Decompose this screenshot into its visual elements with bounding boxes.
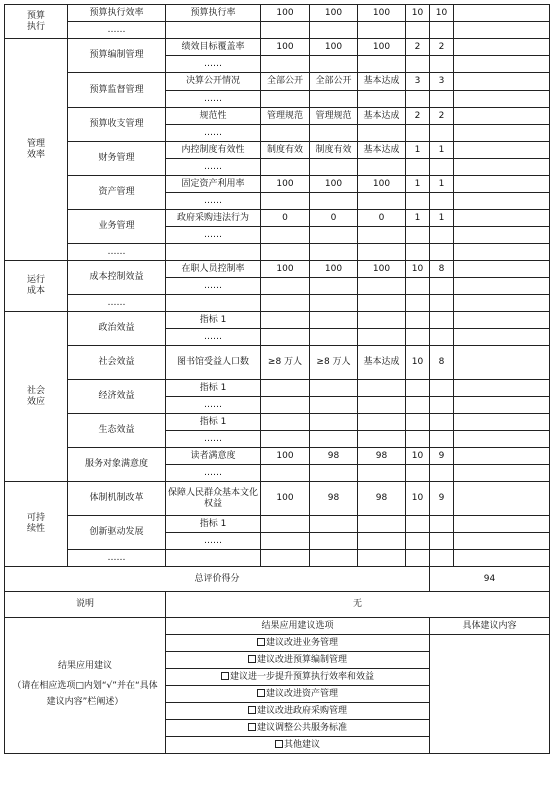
blank-cell [454,91,550,108]
blank-cell [454,295,550,312]
completion-value: 98 [358,448,406,465]
actual-value: 管理规范 [310,108,358,125]
weight-value: 10 [406,5,430,22]
score-value [430,516,454,533]
sub-indicator: 政治效益 [68,312,166,346]
table-row [5,5,550,22]
indicator: 在职人员控制率 [166,261,261,278]
advice-content-cell[interactable] [430,635,550,754]
blank-cell [454,39,550,56]
table-row [5,482,550,516]
completion-value: 100 [358,176,406,193]
sub-indicator: 服务对象满意度 [68,448,166,482]
actual-value: 制度有效 [310,142,358,159]
sub-indicator: 体制机制改革 [68,482,166,516]
sub-indicator: …… [68,244,166,261]
completion-value [358,159,406,176]
completion-value [358,380,406,397]
target-value: 制度有效 [261,142,310,159]
target-value: 100 [261,448,310,465]
completion-value [358,516,406,533]
completion-value [358,312,406,329]
completion-value: 基本达成 [358,346,406,380]
actual-value [310,22,358,39]
score-value: 1 [430,176,454,193]
actual-value [310,227,358,244]
blank-cell [454,312,550,329]
target-value [261,414,310,431]
blank-cell [454,261,550,278]
target-value [261,397,310,414]
actual-value [310,329,358,346]
table-row [5,516,550,533]
actual-value [310,414,358,431]
actual-value [310,533,358,550]
completion-value [358,329,406,346]
table-row [5,380,550,397]
apply-option-label: 建议改进预算编制管理 [256,654,347,665]
target-value [261,431,310,448]
completion-value: 基本达成 [358,142,406,159]
blank-cell [454,533,550,550]
indicator: 决算公开情况 [166,73,261,91]
indicator: …… [166,397,261,414]
completion-value: 100 [358,39,406,56]
score-value [430,465,454,482]
actual-value: ≥8 万人 [310,346,358,380]
completion-value: 0 [358,210,406,227]
completion-value [358,465,406,482]
completion-value [358,22,406,39]
weight-value [406,380,430,397]
blank-cell [454,329,550,346]
target-value [261,312,310,329]
target-value [261,329,310,346]
score-value [430,227,454,244]
table-row [5,22,550,39]
actual-value [310,431,358,448]
indicator: 规范性 [166,108,261,125]
sub-indicator: 财务管理 [68,142,166,176]
table-row [5,312,550,329]
target-value [261,159,310,176]
blank-cell [454,159,550,176]
apply-option[interactable] [166,720,430,737]
score-value [430,550,454,567]
completion-value [358,91,406,108]
table-row [5,176,550,193]
indicator [166,550,261,567]
sub-indicator: 预算编制管理 [68,39,166,73]
weight-value [406,550,430,567]
note-row [5,592,550,618]
target-value [261,465,310,482]
weight-value [406,465,430,482]
apply-option-label: 其他建议 [283,739,320,750]
actual-value [310,56,358,73]
target-value [261,91,310,108]
weight-value [406,397,430,414]
weight-value [406,244,430,261]
actual-value: 98 [310,482,358,516]
score-value: 3 [430,73,454,91]
blank-cell [454,142,550,159]
blank-cell [454,550,550,567]
target-value: 全部公开 [261,73,310,91]
sub-indicator: 经济效益 [68,380,166,414]
apply-label-main: 结果应用建议 [57,661,112,671]
indicator: …… [166,533,261,550]
sub-indicator: …… [68,22,166,39]
score-value: 1 [430,210,454,227]
score-value: 9 [430,482,454,516]
score-value [430,397,454,414]
section-name: 社会效应 [5,312,68,482]
actual-value: 100 [310,176,358,193]
indicator [166,244,261,261]
weight-value: 10 [406,346,430,380]
sub-indicator: 预算收支管理 [68,108,166,142]
weight-value: 1 [406,142,430,159]
target-value: 100 [261,261,310,278]
completion-value [358,125,406,142]
apply-option[interactable] [166,737,430,754]
indicator: …… [166,193,261,210]
sub-indicator: …… [68,295,166,312]
target-value: ≥8 万人 [261,346,310,380]
completion-value [358,431,406,448]
apply-label [5,618,166,754]
sub-indicator: 业务管理 [68,210,166,244]
indicator [166,295,261,312]
blank-cell [454,380,550,397]
checkbox[interactable] [248,706,256,714]
indicator: …… [166,159,261,176]
indicator: 保障人民群众基本文化权益 [166,482,261,516]
weight-value [406,56,430,73]
apply-label-hint: （请在相应选项□内划“√”并在“具体建议内容”栏阐述） [12,681,158,707]
weight-value [406,159,430,176]
weight-value [406,414,430,431]
indicator: …… [166,431,261,448]
target-value [261,244,310,261]
target-value: 0 [261,210,310,227]
weight-value: 2 [406,39,430,56]
score-value [430,295,454,312]
actual-value [310,278,358,295]
blank-cell [454,22,550,39]
target-value [261,516,310,533]
indicator: 固定资产利用率 [166,176,261,193]
checkbox[interactable] [248,655,256,663]
indicator: 指标 1 [166,380,261,397]
blank-cell [454,482,550,516]
actual-value [310,380,358,397]
actual-value [310,550,358,567]
target-value: 100 [261,39,310,56]
blank-cell [454,56,550,73]
score-value [430,278,454,295]
sub-indicator: 预算执行效率 [68,5,166,22]
actual-value: 0 [310,210,358,227]
blank-cell [454,465,550,482]
indicator: …… [166,125,261,142]
indicator: …… [166,91,261,108]
score-value: 10 [430,5,454,22]
blank-cell [454,125,550,142]
target-value: 100 [261,5,310,22]
table-row [5,142,550,159]
indicator: …… [166,465,261,482]
completion-value [358,244,406,261]
completion-value: 100 [358,261,406,278]
score-value [430,159,454,176]
score-value: 8 [430,261,454,278]
actual-value: 98 [310,448,358,465]
score-value [430,533,454,550]
score-value [430,22,454,39]
table-row [5,346,550,380]
completion-value [358,414,406,431]
target-value [261,533,310,550]
score-value: 1 [430,142,454,159]
target-value: 100 [261,482,310,516]
score-value: 8 [430,346,454,380]
score-value [430,244,454,261]
section-name: 管理效率 [5,39,68,261]
actual-value [310,125,358,142]
actual-value [310,91,358,108]
weight-value [406,91,430,108]
completion-value: 基本达成 [358,108,406,125]
blank-cell [454,5,550,22]
target-value [261,193,310,210]
sub-indicator: 资产管理 [68,176,166,210]
score-value [430,414,454,431]
blank-cell [454,448,550,465]
sub-indicator: 生态效益 [68,414,166,448]
blank-cell [454,108,550,125]
actual-value [310,295,358,312]
score-value [430,125,454,142]
actual-value: 100 [310,5,358,22]
weight-value [406,329,430,346]
score-value [430,380,454,397]
table-row [5,244,550,261]
apply-option[interactable] [166,652,430,669]
weight-value [406,125,430,142]
table-row [5,414,550,431]
note-value: 无 [166,592,550,618]
actual-value: 100 [310,39,358,56]
weight-value: 10 [406,448,430,465]
weight-value: 10 [406,482,430,516]
score-value [430,329,454,346]
target-value [261,227,310,244]
blank-cell [454,244,550,261]
blank-cell [454,210,550,227]
weight-value [406,227,430,244]
target-value [261,550,310,567]
weight-value [406,295,430,312]
completion-value [358,550,406,567]
score-value [430,91,454,108]
score-value [430,193,454,210]
apply-option-label: 建议改进政府采购管理 [256,705,347,716]
blank-cell [454,414,550,431]
table-row [5,210,550,227]
apply-header-row [5,618,550,635]
table-row [5,108,550,125]
blank-cell [454,176,550,193]
checkbox[interactable] [257,638,265,646]
sub-indicator: 社会效益 [68,346,166,380]
blank-cell [454,516,550,533]
target-value [261,22,310,39]
completion-value [358,295,406,312]
target-value [261,278,310,295]
indicator: …… [166,278,261,295]
score-value: 9 [430,448,454,465]
actual-value [310,193,358,210]
sub-indicator: 预算监督管理 [68,73,166,108]
blank-cell [454,73,550,91]
weight-value [406,431,430,448]
weight-value: 1 [406,176,430,193]
section-name: 可持续性 [5,482,68,567]
content-header: 具体建议内容 [430,618,550,635]
apply-option-label: 建议调整公共服务标准 [256,722,347,733]
indicator [166,22,261,39]
blank-cell [454,397,550,414]
table-row [5,73,550,91]
checkbox[interactable] [257,689,265,697]
blank-cell [454,278,550,295]
weight-value [406,533,430,550]
completion-value [358,533,406,550]
indicator: 指标 1 [166,414,261,431]
completion-value [358,227,406,244]
evaluation-table [4,4,550,754]
total-score: 94 [430,567,550,592]
blank-cell [454,346,550,380]
weight-value [406,22,430,39]
blank-cell [454,227,550,244]
total-row [5,567,550,592]
score-value [430,312,454,329]
blank-cell [454,193,550,210]
apply-option[interactable] [166,686,430,703]
table-row [5,39,550,56]
actual-value [310,516,358,533]
target-value [261,56,310,73]
checkbox[interactable] [221,672,229,680]
sub-indicator: 成本控制效益 [68,261,166,295]
completion-value [358,193,406,210]
target-value: 100 [261,176,310,193]
sub-indicator: 创新驱动发展 [68,516,166,550]
indicator: 读者满意度 [166,448,261,465]
actual-value: 100 [310,261,358,278]
apply-option[interactable] [166,635,430,652]
indicator: 预算执行率 [166,5,261,22]
checkbox[interactable] [275,740,283,748]
indicator: 指标 1 [166,312,261,329]
indicator: 政府采购违法行为 [166,210,261,227]
completion-value: 100 [358,5,406,22]
weight-value [406,278,430,295]
actual-value [310,312,358,329]
apply-option-label: 建议进一步提升预算执行效率和效益 [229,671,374,682]
completion-value: 基本达成 [358,73,406,91]
checkbox[interactable] [248,723,256,731]
blank-cell [454,431,550,448]
actual-value [310,397,358,414]
actual-value [310,244,358,261]
score-value [430,56,454,73]
total-label: 总评价得分 [5,567,430,592]
weight-value: 10 [406,261,430,278]
completion-value [358,278,406,295]
actual-value [310,465,358,482]
weight-value: 1 [406,210,430,227]
indicator: 绩效目标覆盖率 [166,39,261,56]
sub-indicator: …… [68,550,166,567]
table-row [5,550,550,567]
target-value [261,295,310,312]
score-value: 2 [430,108,454,125]
options-header: 结果应用建议选项 [166,618,430,635]
target-value [261,380,310,397]
target-value [261,125,310,142]
table-row [5,295,550,312]
indicator: …… [166,56,261,73]
apply-option-label: 建议改进资产管理 [265,688,338,699]
score-value [430,431,454,448]
table-row [5,261,550,278]
table-row [5,448,550,465]
note-label: 说明 [5,592,166,618]
score-value: 2 [430,39,454,56]
weight-value [406,516,430,533]
apply-option[interactable] [166,669,430,686]
indicator: …… [166,329,261,346]
weight-value: 2 [406,108,430,125]
section-name: 运行成本 [5,261,68,312]
apply-option[interactable] [166,703,430,720]
completion-value [358,397,406,414]
indicator: 内控制度有效性 [166,142,261,159]
indicator: 指标 1 [166,516,261,533]
completion-value [358,56,406,73]
target-value: 管理规范 [261,108,310,125]
actual-value [310,159,358,176]
section-name: 预算执行 [5,5,68,39]
actual-value: 全部公开 [310,73,358,91]
weight-value: 3 [406,73,430,91]
indicator: 图书馆受益人口数 [166,346,261,380]
apply-option-label: 建议改进业务管理 [265,637,338,648]
completion-value: 98 [358,482,406,516]
weight-value [406,312,430,329]
weight-value [406,193,430,210]
indicator: …… [166,227,261,244]
